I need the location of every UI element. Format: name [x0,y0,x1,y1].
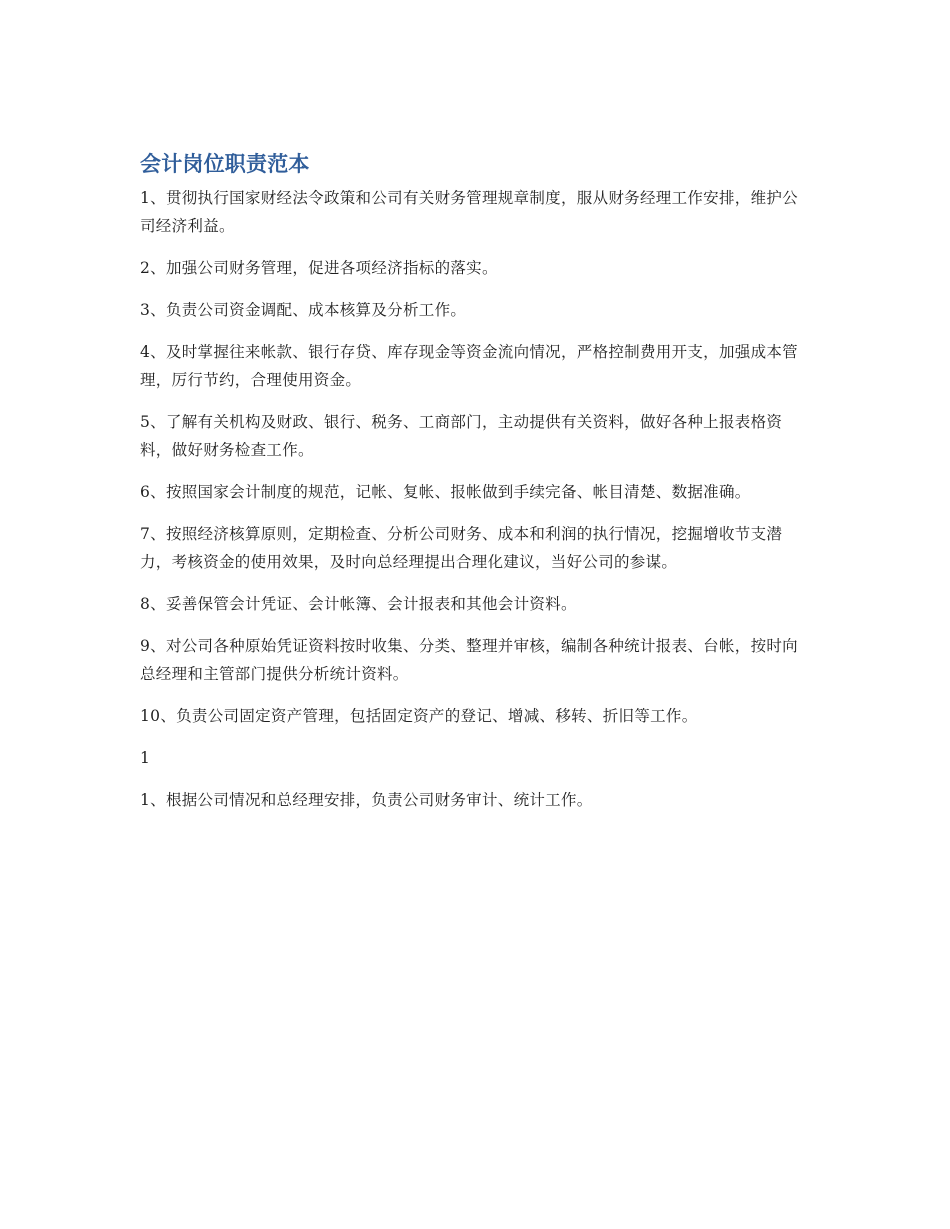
document-body [140,150,810,828]
paragraph: 4、及时掌握往来帐款、银行存贷、库存现金等资金流向情况，严格控制费用开支，加强成本管理，厉行节约，合理使用资金。 [140,343,798,389]
paragraph: 7、按照经济核算原则，定期检查、分析公司财务、成本和利润的执行情况，挖掘增收节支潜力，考核资金的使用效果，及时向总经理提出合理化建议，当好公司的参谋。 [140,525,783,571]
paragraph: 6、按照国家会计制度的规范，记帐、复帐、报帐做到手续完备、帐目清楚、数据准确。 [140,483,751,501]
document-title: 会计岗位职责范本 [140,152,310,176]
paragraph: 9、对公司各种原始凭证资料按时收集、分类、整理并审核，编制各种统计报表、台帐，按时向总经理和主管部门提供分析统计资料。 [140,637,798,683]
paragraph: 10、负责公司固定资产管理，包括固定资产的登记、增减、移转、折旧等工作。 [140,707,698,725]
paragraph: 1、贯彻执行国家财经法令政策和公司有关财务管理规章制度，服从财务经理工作安排，维护公司经济利益。 [140,189,798,235]
paragraph: 5、了解有关机构及财政、银行、税务、工商部门，主动提供有关资料，做好各种上报表格资料，做好财务检查工作。 [140,413,783,459]
paragraph: 2、加强公司财务管理，促进各项经济指标的落实。 [140,259,498,277]
section-number: 1 [140,749,151,767]
paragraph: 3、负责公司资金调配、成本核算及分析工作。 [140,301,467,319]
paragraph: 1、根据公司情况和总经理安排，负责公司财务审计、统计工作。 [140,791,593,809]
paragraph: 8、妥善保管会计凭证、会计帐簿、会计报表和其他会计资料。 [140,595,577,613]
